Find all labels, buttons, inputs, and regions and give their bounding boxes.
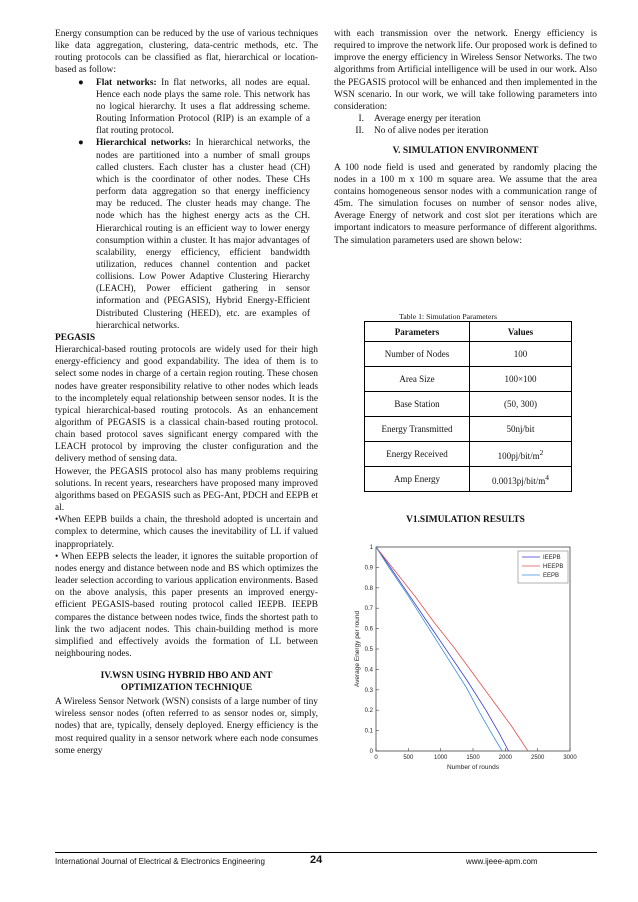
list-item bbox=[55, 77, 318, 138]
x-axis-label: Number of rounds bbox=[446, 764, 500, 771]
pegasis-paragraph: However, the PEGASIS protocol also has many problems requiring solutions. In recent years, researchers have proposed many improved algorithms based on PEGASIS such as PEG-Ant, PDCH and EEPB et al. bbox=[55, 466, 318, 514]
table-cell bbox=[470, 442, 572, 467]
section-4-heading bbox=[55, 670, 318, 694]
table-cell: Number of Nodes bbox=[365, 342, 470, 367]
work-paragraph: with each transmission over the network. Energy efficiency is required to improve the network life. Our proposed work is defined to improve the energy efficiency in Wireless Sensor Networks. The two algorithms from Artificial intelligence will be used in our work. Also the PEGASIS protocol will be enhanced and then implemented in the WSN scenario. In our work, we will take following parameters into consideration: bbox=[334, 29, 597, 112]
table-row bbox=[365, 442, 572, 467]
x-tick-label: 500 bbox=[403, 755, 414, 761]
cell-value: 100pj/bit/m bbox=[497, 450, 540, 461]
list-item bbox=[334, 125, 597, 137]
legend-label: HEEPB bbox=[543, 564, 564, 570]
x-tick-label: 1000 bbox=[433, 755, 448, 761]
y-tick-label: 0.7 bbox=[364, 606, 373, 613]
x-tick-label: 2500 bbox=[530, 755, 545, 761]
section-4-heading-line: OPTIMIZATION TECHNIQUE bbox=[120, 683, 253, 694]
x-tick-label: 1500 bbox=[466, 755, 480, 761]
bullet-text: In flat networks, all nodes are equal. Hence each node plays the same role. This network has no logical hierarchy. It uses a flat addressing scheme. Routing Information Protocol (RIP) is an example of a flat routing protocol. bbox=[96, 77, 310, 137]
table-cell: 50nj/bit bbox=[470, 417, 572, 442]
pegasis-paragraph: Hierarchical-based routing protocols are widely used for their high energy-efficiency and good expandability. The idea of them is to select some nodes in charge of a certain region routing. These chosen nodes have greater responsibility relative to other nodes which leads to the incompletely equal relationship between sensor nodes. It is the typical hierarchical-based routing protocols. As an enhancement algorithm of PEGASIS is a classical chain-based routing protocol. chain based protocol saves significant energy compared with the LEACH protocol by improving the cluster configuration and the delivery method of sensing data. bbox=[55, 345, 318, 465]
table-cell: 100×100 bbox=[470, 367, 572, 392]
y-tick-label: 0.9 bbox=[364, 565, 373, 572]
footer-journal: International Journal of Electrical & Electronics Engineering bbox=[55, 857, 265, 866]
section-6-heading: V1.SIMULATION RESULTS bbox=[406, 515, 525, 525]
table-cell bbox=[470, 467, 572, 492]
pegasis-heading: PEGASIS bbox=[55, 332, 96, 343]
x-tick-label: 3000 bbox=[563, 755, 577, 761]
list-item bbox=[334, 113, 597, 125]
bullet-text: In hierarchical networks, the nodes are partitioned into a number of small groups called clusters. Each cluster has a cluster head (CH) which is the coordinator of other nodes. These CHs perform data aggregation so that energy inefficiency may be reduced. The cluster heads may change. The node which has the highest energy acts as the CH. Hierarchical routing is an efficient way to lower energy consumption within a cluster. It has major advantages of scalability, energy efficiency, efficient bandwidth utilization, reduces channel contention and packet collisions. Low Power Adaptive Clustering Hierarchy (LEACH), Power efficient gathering in sensor information and (PEGASIS), Hybrid Energy-Efficient Distributed Clustering (HEED), etc. are examples of hierarchical networks. bbox=[96, 138, 310, 331]
table-header: Values bbox=[470, 322, 572, 342]
table-row bbox=[365, 392, 572, 417]
table-row bbox=[365, 467, 572, 492]
table-header: Parameters bbox=[365, 322, 470, 342]
y-tick-label: 0.6 bbox=[364, 626, 373, 633]
table-cell: (50, 300) bbox=[470, 392, 572, 417]
section-4-paragraph: A Wireless Sensor Network (WSN) consists of a large number of tiny wireless sensor nodes (often referred to as sensor nodes or, simply, nodes) that are, typically, densely deployed. Energy efficiency is the most required quality in a sensor network where each node consumes some energy bbox=[55, 697, 318, 756]
page-number: 24 bbox=[310, 854, 323, 866]
list-number: I. bbox=[358, 114, 364, 125]
footer-divider bbox=[55, 852, 597, 853]
list-text: No of alive nodes per iteration bbox=[374, 126, 489, 137]
y-tick-label: 0.5 bbox=[364, 647, 373, 653]
table-cell: Energy Transmitted bbox=[365, 417, 470, 442]
section-5-paragraph: A 100 node field is used and generated by randomly placing the nodes in a 100 m x 100 m square area. We assume that the area contains homogeneous sensor nodes with a communication range of 45m. The simulation focuses on number of sensor nodes alive, Average Energy of network and cost slot per iterations which are important indicators to measure performance of different algorithms. The simulation parameters used are shown below: bbox=[334, 162, 597, 246]
bullet-title: Hierarchical networks: bbox=[96, 138, 192, 149]
table-row bbox=[365, 417, 572, 442]
y-tick-label: 0.2 bbox=[364, 708, 373, 715]
section-4-heading-line: IV.WSN USING HYBRID HBO AND ANT bbox=[100, 671, 273, 682]
y-tick-label: 1 bbox=[369, 545, 373, 551]
left-column bbox=[55, 28, 318, 757]
bullet-title: Flat networks: bbox=[96, 77, 157, 88]
table-caption: Table 1: Simulation Parameters bbox=[399, 312, 497, 321]
intro-paragraph: Energy consumption can be reduced by the use of various techniques like data aggregation, clustering, data-centric methods, etc. The routing protocols can be classified as flat, hierarchical or location-based as follow: bbox=[55, 29, 318, 76]
table-cell: Base Station bbox=[365, 392, 470, 417]
legend-label: IEEPB bbox=[543, 555, 561, 561]
table-header-row bbox=[365, 322, 572, 342]
bullet-icon: ● bbox=[78, 138, 84, 149]
right-column bbox=[334, 28, 597, 247]
y-tick-label: 0.3 bbox=[364, 687, 373, 694]
section-5-heading: V. SIMULATION ENVIRONMENT bbox=[392, 146, 539, 157]
bullet-icon: ● bbox=[78, 77, 84, 88]
average-energy-chart bbox=[350, 539, 590, 775]
cell-superscript: 2 bbox=[539, 447, 544, 457]
pegasis-paragraph: •When EEPB builds a chain, the threshold adopted is uncertain and complex to determine, which causes the inevitability of LL if valued inappropriately. bbox=[55, 515, 318, 550]
footer-website: www.ijeee-apm.com bbox=[466, 857, 538, 866]
table-row bbox=[365, 367, 572, 392]
parameter-list bbox=[334, 113, 597, 137]
list-text: Average energy per iteration bbox=[374, 114, 481, 125]
pegasis-paragraph: • When EEPB selects the leader, it ignores the suitable proportion of nodes energy and distance between node and BS which optimizes the leader selection according to various application environments. Based on the above analysis, this paper presents an improved energy-efficient PEGASIS-based routing protocol called IEEPB. IEEPB compares the distance between nodes twice, finds the shortest path to link the two adjacent nodes. This chain-building method is more simplified and effectively avoids the formation of LL between neighbouring nodes. bbox=[55, 551, 318, 659]
table-cell: Energy Received bbox=[365, 442, 470, 467]
table-row bbox=[365, 342, 572, 367]
table-cell: Amp Energy bbox=[365, 467, 470, 492]
x-tick-label: 2000 bbox=[498, 755, 513, 761]
y-tick-label: 0.8 bbox=[364, 585, 373, 592]
legend-label: EEPB bbox=[543, 573, 560, 579]
y-tick-label: 0.4 bbox=[364, 667, 373, 674]
simulation-parameters-table bbox=[364, 321, 572, 492]
table-cell: 100 bbox=[470, 342, 572, 367]
y-tick-label: 0.1 bbox=[364, 728, 373, 735]
cell-superscript: 4 bbox=[545, 472, 549, 482]
y-axis-label: Average Energy per round bbox=[354, 610, 361, 688]
list-item bbox=[55, 137, 318, 332]
y-tick-label: 0 bbox=[369, 749, 373, 755]
table-cell: Area Size bbox=[365, 367, 470, 392]
network-types-list bbox=[55, 77, 318, 332]
cell-value: 0.0013pj/bit/m bbox=[491, 475, 546, 486]
list-number: II. bbox=[355, 126, 364, 137]
x-tick-label: 0 bbox=[374, 755, 378, 761]
